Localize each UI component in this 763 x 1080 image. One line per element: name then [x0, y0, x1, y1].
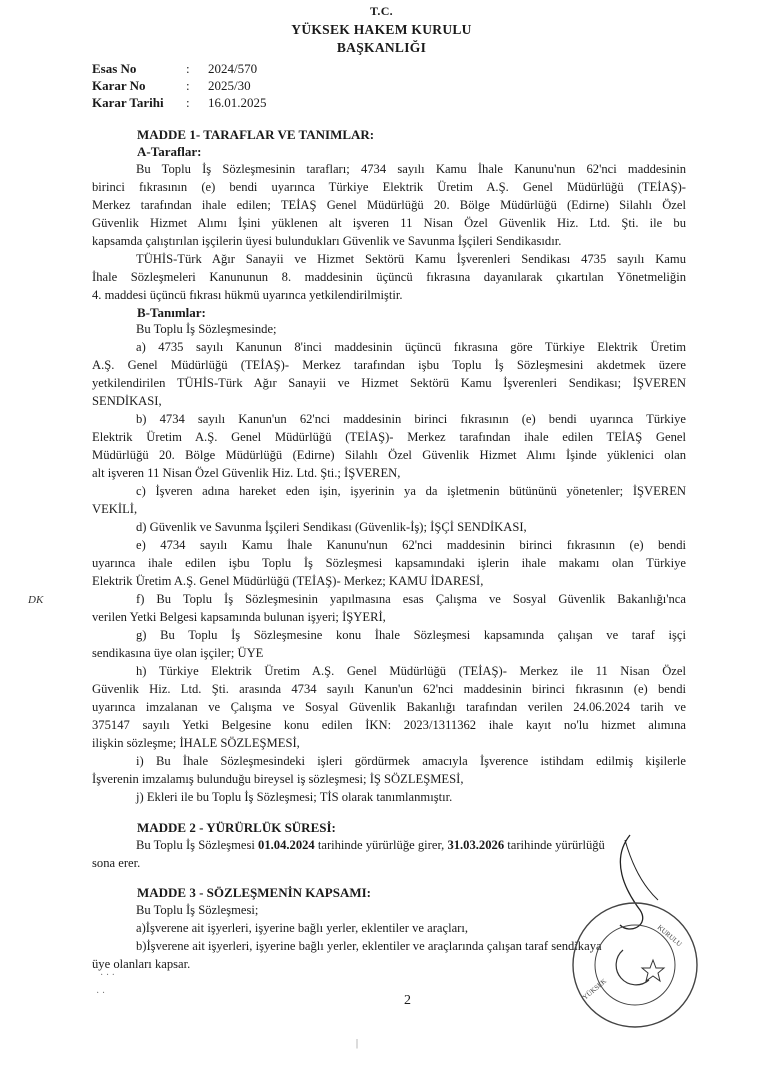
- official-seal: [565, 880, 705, 1040]
- text-line: Bu Toplu İş Sözleşmesi;: [136, 903, 259, 917]
- start-date: 01.04.2024: [258, 838, 315, 852]
- text-line: 4. maddesi üçüncü fıkrası hükmü uyarınca yetkilendirilmiştir.: [92, 288, 403, 302]
- text-line: Elektrik Üretim A.Ş. Genel Müdürlüğü (TEİAŞ)- Merkez; KAMU İDARESİ,: [92, 574, 484, 588]
- meta-esas: Esas No : 2024/570: [92, 61, 258, 76]
- meta-label: Esas No: [92, 61, 137, 76]
- definition-e: e) 4734 sayılı Kamu İhale Kanunu'nun 62'nci maddesinin birinci fıkrasının (e) bendi: [136, 538, 686, 552]
- header-presidency: BAŞKANLIĞI: [336, 40, 427, 55]
- madde2-title: MADDE 2 - YÜRÜRLÜK SÜRESİ:: [137, 820, 336, 835]
- header-tc: T.C.: [370, 4, 393, 18]
- svg-text:YÜKSEK: YÜKSEK: [581, 977, 609, 1002]
- text-line: İşverenin imzalamış bulunduğu bireysel iş sözleşmesi; İŞ SÖZLEŞMESİ,: [92, 772, 464, 786]
- text-line: 375147 sayılı Yetki Belgesine konu edilen İKN: 2023/1311362 ihale kayıt no'lu hizmet alımına: [92, 718, 686, 732]
- text-line: kapsamda çalıştırılan işçilerin üyesi bulundukları Güvenlik ve Savunma İşçileri Sendikasıdır.: [92, 234, 562, 248]
- text-line: verilen Yetki Belgesi kapsamında bulunan işyeri; İŞYERİ,: [92, 610, 386, 624]
- meta-value: 16.01.2025: [208, 95, 267, 110]
- text-line: Müdürlüğü 20. Bölge Müdürlüğü (Edirne) Silahlı Özel Güvenlik Hizmet Alımı İşinde yüklenici olan: [92, 448, 686, 462]
- text-line: Güvenlik Hiz. Ltd. Şti. arasında 4734 sayılı Kanun'un 62'nci maddesinin birinci fıkrasının (e) bendi: [92, 682, 686, 696]
- scan-speck: · · ·: [100, 970, 115, 981]
- text-line: birinci fıkrasının (e) bendi uyarınca Türkiye Elektrik Üretim A.Ş. Genel Müdürlüğü (TEİAŞ)-: [92, 180, 686, 194]
- madde1-title: MADDE 1- TARAFLAR VE TANIMLAR:: [137, 127, 375, 142]
- header-institution: YÜKSEK HAKEM KURULU: [291, 22, 472, 37]
- meta-label: Karar No: [92, 78, 146, 93]
- text-line: uyarınca imzalanan ve Çalışma ve Sosyal Güvenlik Bakanlığı tarafından verilen 24.06.2024 tarih ve: [92, 700, 686, 714]
- definition-b: b) 4734 sayılı Kanun'un 62'nci maddesinin birinci fıkrasının (e) bendi uyarınca Türkiye: [136, 412, 686, 426]
- text-line: üye olanları kapsar.: [92, 957, 191, 971]
- text-line: sona erer.: [92, 856, 141, 870]
- page-number: 2: [404, 993, 411, 1008]
- definition-h: h) Türkiye Elektrik Üretim A.Ş. Genel Müdürlüğü (TEİAŞ)- Merkez ile 11 Nisan Özel: [136, 664, 686, 678]
- meta-label: Karar Tarihi: [92, 95, 164, 110]
- a-taraflar-title: A-Taraflar:: [137, 144, 202, 159]
- definition-j: j) Ekleri ile bu Toplu İş Sözleşmesi; TİS olarak tanımlanmıştır.: [136, 790, 453, 804]
- meta-value: 2025/30: [208, 78, 251, 93]
- scan-speck: |: [356, 1038, 359, 1049]
- text-line: TÜHİS-Türk Ağır Sanayii ve Hizmet Sektörü Kamu İşverenleri Sendikası 4735 sayılı Kamu: [136, 252, 686, 266]
- definition-a: a) 4735 sayılı Kanunun 8'inci maddesinin üçüncü fıkrasına göre Türkiye Elektrik Üretim: [136, 340, 686, 354]
- margin-initials: DK: [28, 594, 44, 606]
- text-line: İhale Sözleşmeleri Kanununun 8. maddesinin üçüncü fıkrasına dayanılarak çıkartılan Yönetmeliğin: [92, 270, 686, 284]
- text-line: ilişkin sözleşme; İHALE SÖZLEŞMESİ,: [92, 736, 300, 750]
- text-line: uyarınca ihale edilen işbu Toplu İş Sözleşmesi kapsamındaki işlerin ihale makamı olan Türkiye: [92, 556, 686, 570]
- meta-karar-tarihi: Karar Tarihi : 16.01.2025: [92, 95, 267, 110]
- text-line: Merkez tarafından ihale edilen; TEİAŞ Genel Müdürlüğü 20. Bölge Müdürlüğü (Edirne) Silahlı Özel: [92, 198, 686, 212]
- text-fragment: Bu Toplu İş Sözleşmesi: [136, 838, 259, 852]
- definition-c: c) İşveren adına hareket eden işin, işyerinin ya da işletmenin bütününü yönetenler; İŞVEREN: [136, 484, 686, 498]
- text-line: Elektrik Üretim A.Ş. Genel Müdürlüğü (TEİAŞ)- Merkez tarafından ihale edilen TEİAŞ Genel: [92, 430, 686, 444]
- text-line: Bu Toplu İş Sözleşmesinde;: [136, 322, 277, 336]
- text-line: yetkilendirilen TÜHİS-Türk Ağır Sanayii ve Hizmet Sektörü Kamu İşverenleri Sendikası; İŞVEREN: [92, 376, 686, 390]
- text-line: sendikasına üye olan işçiler; ÜYE: [92, 646, 264, 660]
- definition-i: i) Bu İhale Sözleşmesindeki işleri gördürmek amacıyla İşverence istihdam edilmiş kişilerle: [136, 754, 686, 768]
- definition-g: g) Bu Toplu İş Sözleşmesine konu İhale Sözleşmesi kapsamında çalışan ve taraf işçi: [136, 628, 686, 642]
- text-line: VEKİLİ,: [92, 502, 138, 516]
- text-line: b)İşverene ait işyerleri, işyerine bağlı yerler, eklentiler ve araçlarında çalışan taraf sendikaya: [136, 939, 602, 953]
- definition-d: d) Güvenlik ve Savunma İşçileri Sendikası (Güvenlik-İş); İŞÇİ SENDİKASI,: [136, 520, 527, 534]
- svg-text:KURULU: KURULU: [655, 923, 684, 949]
- scan-speck: · ·: [96, 988, 106, 999]
- meta-karar: Karar No : 2025/30: [92, 78, 251, 93]
- definition-f: f) Bu Toplu İş Sözleşmesinin yapılmasına esas Çalışma ve Sosyal Güvenlik Bakanlığı'nca: [136, 592, 686, 606]
- end-date: 31.03.2026: [447, 838, 505, 852]
- text-fragment: tarihinde yürürlüğü: [504, 838, 605, 852]
- text-line: alt işveren 11 Nisan Özel Güvenlik Hiz. Ltd. Şti.; İŞVEREN,: [92, 466, 401, 480]
- text-line: a)İşverene ait işyerleri, işyerine bağlı yerler, eklentiler ve araçları,: [136, 921, 469, 935]
- madde3-title: MADDE 3 - SÖZLEŞMENİN KAPSAMI:: [137, 885, 372, 900]
- text-line: Güvenlik Hizmet Alımı İşini yüklenen alt işveren 11 Nisan Özel Güvenlik Hiz. Ltd. Şti. ile bu: [92, 216, 686, 230]
- text-line: SENDİKASI,: [92, 394, 162, 408]
- text-line: Bu Toplu İş Sözleşmesinin tarafları; 4734 sayılı Kamu İhale Kanunu'nun 62'nci maddesinin: [136, 162, 686, 176]
- text-fragment: tarihinde yürürlüğe girer,: [314, 838, 448, 852]
- b-tanimlar-title: B-Tanımlar:: [137, 305, 206, 320]
- meta-value: 2024/570: [208, 61, 258, 76]
- text-line: A.Ş. Genel Müdürlüğü (TEİAŞ)- Merkez tarafından işbu Toplu İş Sözleşmesini akdetmek üzere: [92, 358, 686, 372]
